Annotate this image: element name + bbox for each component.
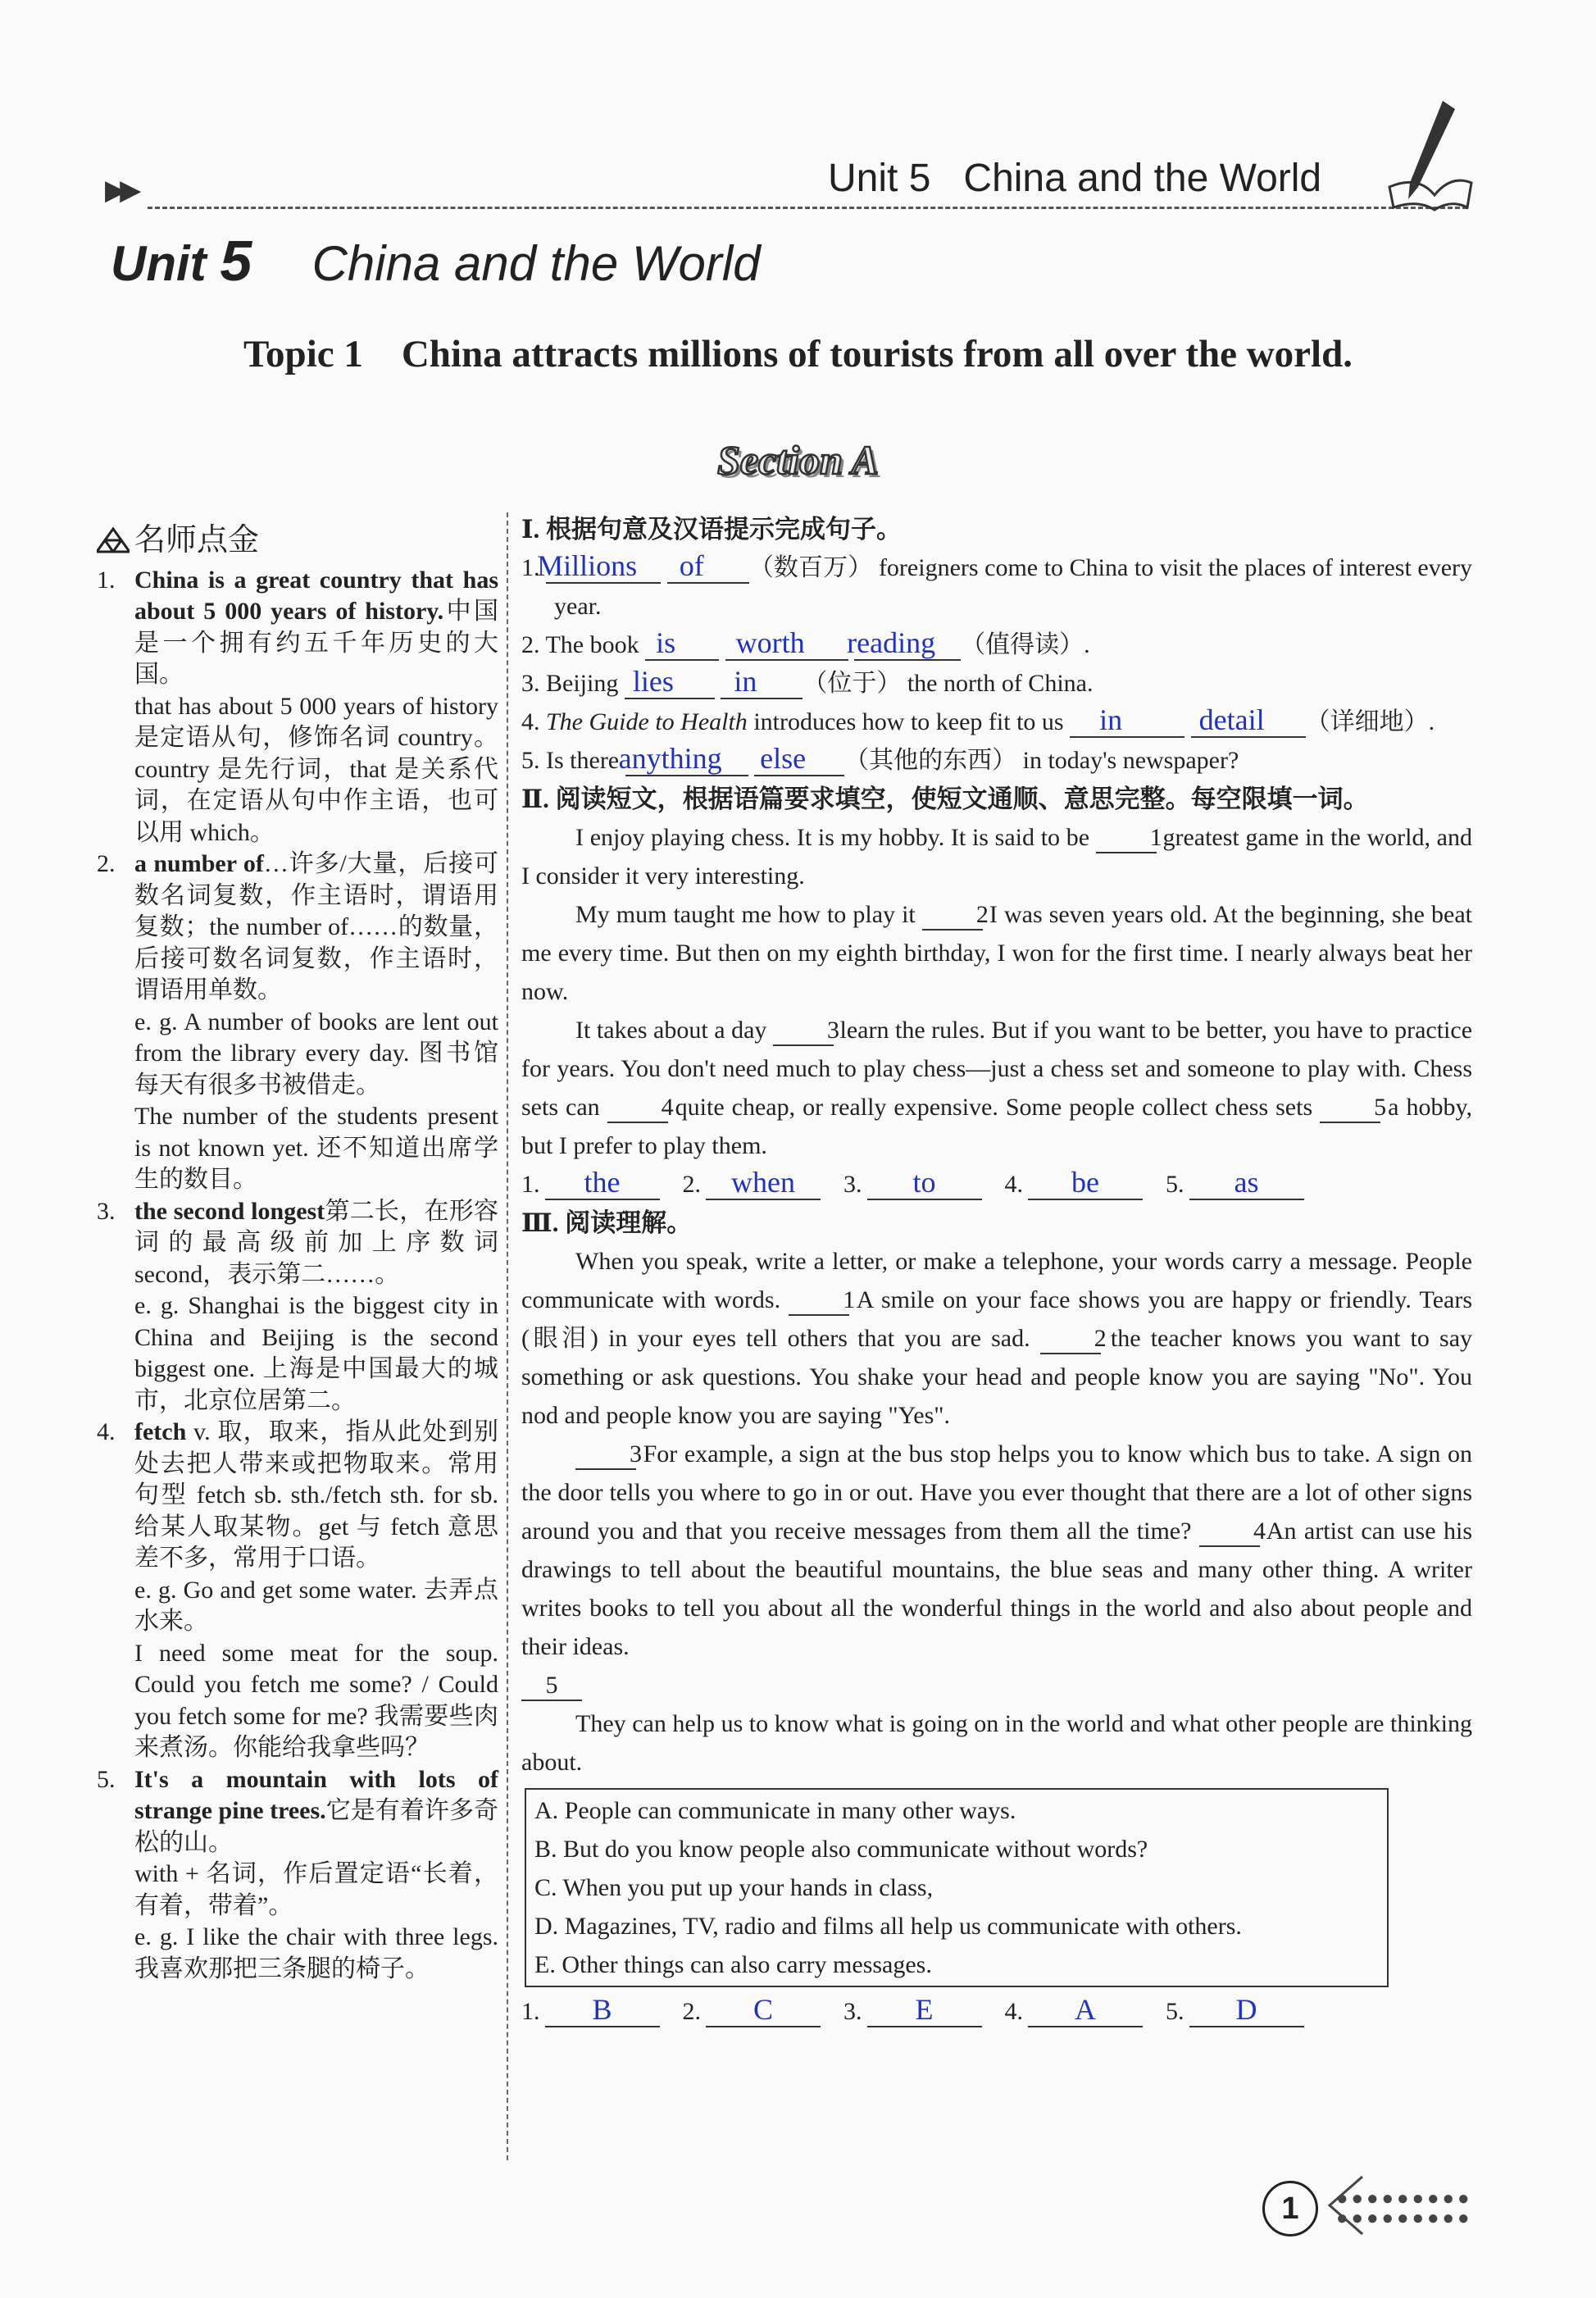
answer-item: 5. as	[1166, 1165, 1304, 1204]
answer-item: 2. when	[683, 1165, 821, 1204]
tip-number: 1.	[97, 566, 116, 594]
answer-item: 1. B	[521, 1992, 660, 2031]
tip-example: I need some meat for the soup. Could you fetch me some? / Could you fetch some for me? 我需要些肉来煮汤。你能给我拿些吗？	[134, 1639, 498, 1761]
answer: reading	[847, 626, 936, 659]
part1-q5: 5. Is there anything else （其他的东西） in today's newspaper?	[521, 742, 1239, 775]
answer: else	[760, 742, 807, 775]
tip-example: e. g. Shanghai is the biggest city in China and Beijing is the second biggest one. 上海是中国最大的城市，北京位居第二。	[134, 1292, 498, 1414]
tip-example: with + 名词，作后置定语“长着，有着，带着”。	[134, 1860, 498, 1919]
tip-keyword: It's a mountain with lots of strange pine trees.	[134, 1765, 498, 1824]
running-head: Unit 5 China and the World	[828, 157, 1322, 200]
tip-keyword: the second longest	[134, 1197, 325, 1225]
part3-paragraph: When you speak, write a letter, or make a telephone, your words carry a message. People communicate with words. 1 A smile on your face shows you are happy or friendly. Tears (眼泪) in your eyes tell others that you are sad. 2 the teacher knows you want to say something or ask questions. You shake your head and people know you are saying "No". You nod and people know you are saying "Yes".	[521, 1248, 1473, 1429]
tip-example: e. g. I like the chair with three legs. 我喜欢那把三条腿的椅子。	[134, 1923, 498, 1982]
tip-item	[97, 1764, 498, 1986]
tip-item	[97, 1417, 498, 1764]
tip-item	[97, 565, 498, 849]
answer: in	[734, 665, 757, 698]
part2-paragraph: I enjoy playing chess. It is my hobby. It is said to be 1 greatest game in the world, and I consider it very interesting.	[521, 824, 1472, 890]
part1-q4: 4. The Guide to Health introduces how to keep fit to us in detail （详细地）.	[521, 703, 1435, 736]
triangles-icon	[97, 527, 130, 553]
part1-q1: 1. Millions of （数百万） foreigners come to China to visit the places of interest every year.	[521, 549, 1473, 620]
option-item: B. But do you know people also communicate without words?	[534, 1836, 1148, 1863]
answer: of	[679, 549, 704, 582]
tips-heading: 名师点金	[97, 525, 498, 557]
tip-example: The number of the students present is not known yet. 还不知道出席学生的数目。	[134, 1103, 498, 1193]
double-arrow-icon: ▶▶	[105, 175, 135, 206]
tip-number: 2.	[97, 850, 116, 877]
pen-book-icon	[1385, 97, 1476, 212]
tip-text: 中国是一个拥有约五千年历史的大国。	[134, 598, 499, 688]
answer: when	[731, 1166, 795, 1199]
unit-title	[111, 228, 761, 294]
tips-column	[97, 525, 498, 1985]
answer-item: 5. D	[1166, 1992, 1304, 2031]
answer: E	[915, 1993, 934, 2026]
tip-example: e. g. Go and get some water. 去弄点水来。	[134, 1576, 498, 1635]
part3-title: Ⅲ. 阅读理解。	[521, 1208, 693, 1237]
option-item: C. When you put up your hands in class,	[534, 1874, 934, 1901]
answer: be	[1071, 1166, 1099, 1199]
tip-keyword: fetch	[134, 1418, 187, 1445]
answer: as	[1234, 1166, 1259, 1199]
part1-q3: 3. Beijing lies in （位于） the north of China.	[521, 665, 1094, 698]
answer: detail	[1198, 703, 1265, 736]
page-number: 1	[1262, 2181, 1318, 2237]
header-rule	[148, 207, 1467, 209]
tip-text: 它是有着许多奇松的山。	[134, 1797, 498, 1856]
answer: B	[592, 1993, 612, 2026]
answer: in	[1099, 703, 1123, 736]
column-divider	[507, 512, 508, 2160]
tip-text: …许多/大量，后接可数名词复数，作主语时，谓语用复数；the number of……的数量，后接可数名词复数，作主语时，谓语用单数。	[134, 850, 498, 1003]
option-item: D. Magazines, TV, radio and films all help us communicate with others.	[534, 1913, 1242, 1940]
answer: worth	[735, 626, 805, 659]
answer-item: 3. to	[843, 1165, 982, 1204]
option-item: A. People can communicate in many other ways.	[534, 1797, 1016, 1824]
options-box	[525, 1788, 1389, 1987]
tip-example: e. g. A number of books are lent out from the library every day. 图书馆每天有很多书被借走。	[134, 1008, 498, 1099]
answer-item: 3. E	[843, 1992, 982, 2031]
answer: to	[912, 1166, 936, 1199]
tip-keyword: a number of	[134, 850, 264, 877]
answer-item: 4. be	[1005, 1165, 1144, 1204]
answer: D	[1235, 1993, 1257, 2026]
tip-item	[97, 1196, 498, 1417]
unit-number: 5	[220, 229, 252, 293]
part2-paragraph: It takes about a day 3 learn the rules. But if you want to be better, you have to practice for years. You don't need much to play chess—just a chess set and someone to play with. Chess sets can 4 quite cheap, or really expensive. Some people collect chess sets 5 a hobby, but I prefer to play them.	[521, 1017, 1473, 1159]
topic-title: Topic 1 China attracts millions of tourists from all over the world.	[243, 333, 1353, 375]
dots-decoration: ●●●●●●●●● ●●●●●●●●●	[1336, 2188, 1473, 2229]
answer-item: 2. C	[683, 1992, 821, 2031]
answer: anything	[618, 742, 722, 775]
answer: is	[656, 626, 676, 659]
tip-example: that has about 5 000 years of history 是定语从句，修饰名词 country。country 是先行词，that 是关系代词，在定语从句中作主语，也可以用 which。	[134, 692, 498, 846]
answer: lies	[632, 665, 674, 698]
tip-text: v. 取，取来，指从此处到别处去把人带来或把物取来。常用句型 fetch sb. sth./fetch sth. for sb. 给某人取某物。get 与 fetch 意思差不多，常用于口语。	[134, 1418, 498, 1572]
answer-item: 4. A	[1005, 1992, 1144, 2031]
tip-number: 4.	[97, 1418, 116, 1445]
exercise-column	[521, 510, 1472, 2031]
answer-item: 1. the	[521, 1165, 660, 1204]
section-badge: Section A	[717, 437, 879, 483]
part2-paragraph: My mum taught me how to play it 2 I was seven years old. At the beginning, she beat me every time. But then on my eighth birthday, I won for the first time. I nearly always beat her now.	[521, 901, 1473, 1005]
tips-list	[97, 565, 498, 1986]
part1-q2: 2. The book is worth reading （值得读）.	[521, 626, 1090, 659]
answer: Millions	[537, 549, 638, 582]
answer: C	[753, 1993, 773, 2026]
tip-item	[97, 849, 498, 1196]
unit-word: Unit	[111, 236, 221, 291]
part1-title: Ⅰ. 根据句意及汉语提示完成句子。	[521, 515, 902, 544]
tip-text: 第二长，在形容词的最高级前加上序数词 second，表示第二……。	[134, 1197, 498, 1288]
part3-answer-row	[521, 1992, 1472, 2031]
answer: the	[584, 1166, 621, 1199]
part2-answer-row	[521, 1165, 1472, 1204]
unit-name: China and the World	[311, 236, 761, 291]
part2-title: Ⅱ. 阅读短文，根据语篇要求填空，使短文通顺、意思完整。每空限填一词。	[521, 785, 1369, 813]
part3-blank-line: 5	[521, 1666, 1472, 1704]
part3-paragraph: They can help us to know what is going on in the world and what other people are thinking about.	[521, 1710, 1472, 1776]
part3-paragraph: 3 For example, a sign at the bus stop helps you to know which bus to take. A sign on the door tells you where to go in or out. Have you ever thought that there are a lot of other signs around you and that you receive messages from them all the time? 4 An artist can use his drawings to tell about the beautiful mountains, the blue seas and many other thing. A writer writes books to tell you about all the wonderful things in the world and also about people and their ideas.	[521, 1440, 1473, 1660]
tip-number: 5.	[97, 1765, 116, 1793]
tip-number: 3.	[97, 1197, 116, 1225]
option-item: E. Other things can also carry messages.	[534, 1951, 932, 1978]
answer: A	[1075, 1993, 1096, 2026]
tip-keyword: China is a great country that has about 5 000 years of history.	[134, 566, 498, 625]
